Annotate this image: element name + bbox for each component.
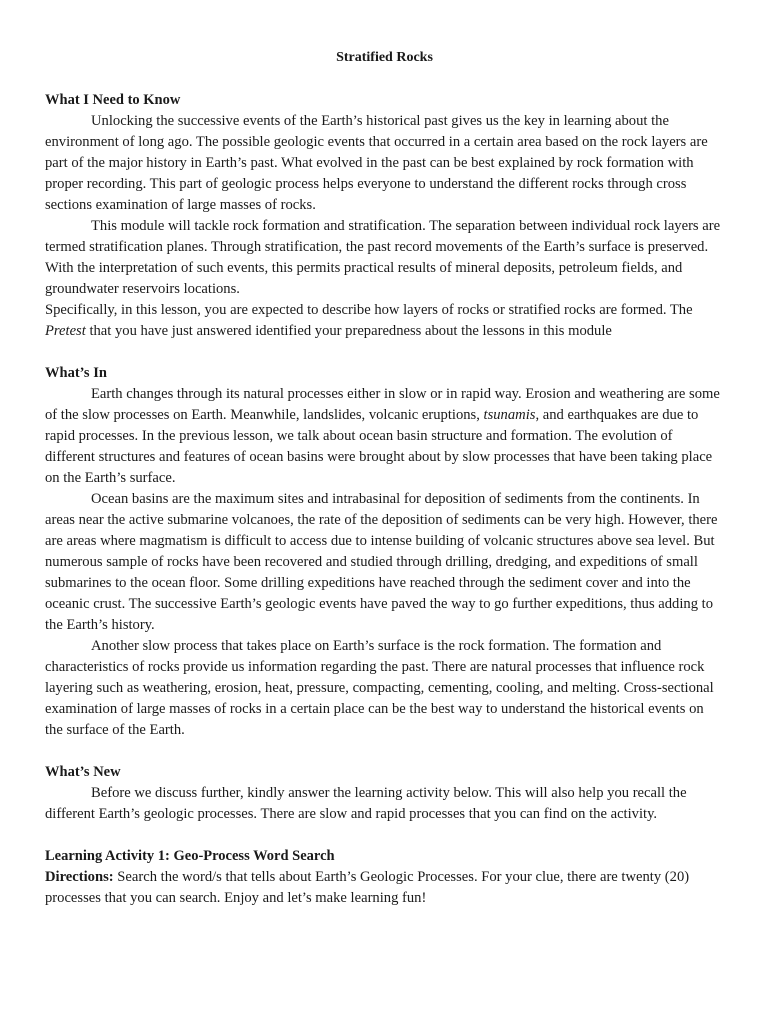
directions-paragraph — [45, 867, 724, 909]
paragraph: Another slow process that takes place on Earth’s surface is the rock formation. The formation and characteristics of rocks provide us information regarding the past. There are natural processes that influence rock layering such as weathering, erosion, heat, pressure, compacting, cementing, cooling, and melting. Cross-sectional examination of large masses of rocks in a certain place can be the best way to understand the historical events on the surface of the Earth. — [45, 638, 714, 738]
italic-term: Pretest — [45, 323, 86, 339]
paragraph: This module will tackle rock formation and stratification. The separation between individual rock layers are termed stratification planes. Through stratification, the past record movements of the Earth’s surface is preserved. With the interpretation of such events, this permits practical results of mineral deposits, petroleum fields, and groundwater reservoirs locations. — [45, 218, 721, 297]
paragraph: Unlocking the successive events of the Earth’s historical past gives us the key in learning about the environment of long ago. The possible geologic events that occurred in a certain area based on the rock layers are part of the major history in Earth’s past. What evolved in the past can be best explained by rock formation with proper recording. This part of geologic process helps everyone to understand the different rocks through cross sections examination of large masses of rocks. — [45, 113, 708, 213]
section-whats-in — [45, 363, 724, 741]
spacer — [45, 342, 724, 363]
paragraph-text: Earth changes through its natural processes either in slow or in rapid way. Erosion and weathering are some of the slow processes on Earth. Meanwhile, landslides, volcanic eruptions, — [45, 386, 720, 423]
spacer — [45, 741, 724, 762]
paragraph-text: Specifically, in this lesson, you are expected to describe how layers of rocks or stratified rocks are formed. The — [45, 302, 693, 318]
paragraph-text: , and earthquakes are due to rapid processes. In the previous lesson, we talk about ocean basin structure and formation. The evolution of different structures and features of ocean basins were brought about by slow processes that have been taking place on the Earth’s surface. — [45, 407, 713, 486]
section-heading: What’s New — [45, 764, 121, 780]
paragraph-text: that you have just answered identified your preparedness about the lessons in this module — [85, 323, 612, 339]
document-title: Stratified Rocks — [336, 50, 433, 65]
paragraph: Ocean basins are the maximum sites and intrabasinal for deposition of sediments from the continents. In areas near the active submarine volcanoes, the rate of the deposition of sediments can be very high. However, there are areas where magmatism is difficult to access due to intense building of volcanic structures above sea level. But numerous sample of rocks have been recovered and studied through drilling, dredging, and expeditions of small submarines to the ocean floor. Some drilling expeditions have reached through the sediment cover and into the oceanic crust. The successive Earth’s geologic events have paved the way to go further expeditions, thus adding to the Earth’s history. — [45, 491, 718, 633]
section-heading: What’s In — [45, 365, 107, 381]
paragraph: Before we discuss further, kindly answer the learning activity below. This will also help you recall the different Earth’s geologic processes. There are slow and rapid processes that you can find on the activity. — [45, 785, 687, 822]
section-what-i-need-to-know — [45, 90, 724, 342]
spacer — [45, 825, 724, 846]
directions-label: Directions: — [45, 869, 114, 885]
activity-heading: Learning Activity 1: Geo-Process Word Search — [45, 848, 335, 864]
directions-text: Search the word/s that tells about Earth’s Geologic Processes. For your clue, there are twenty (20) processes that you can search. Enjoy and let’s make learning fun! — [45, 869, 690, 906]
paragraph — [45, 300, 724, 342]
italic-term: tsunamis — [483, 407, 536, 423]
section-heading: What I Need to Know — [45, 92, 181, 108]
paragraph — [45, 384, 724, 489]
section-learning-activity — [45, 846, 724, 909]
section-whats-new — [45, 762, 724, 825]
